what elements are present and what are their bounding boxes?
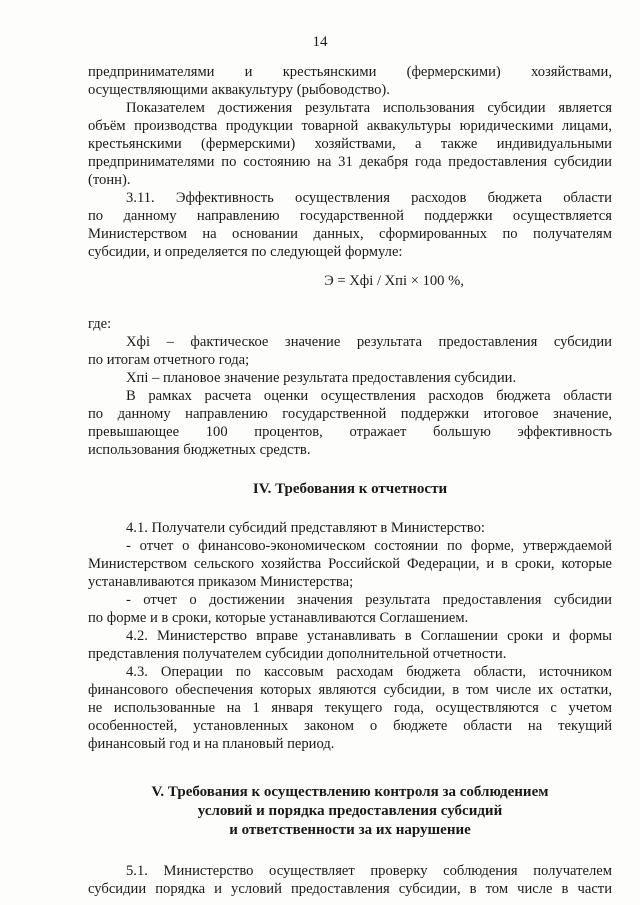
text-line: финансовый год и на плановый период. — [88, 736, 335, 752]
text-line: объём производства продукции товарной аквакультуры юридическими лицами, — [88, 118, 612, 134]
section-heading-v — [88, 783, 612, 840]
text-line: 5.1. Министерство осуществляет проверку соблюдения получателем — [126, 863, 612, 879]
section-heading-iv: IV. Требования к отчетности — [252, 481, 448, 497]
document-body — [88, 63, 612, 898]
text-line: Xфi – фактическое значение результата предоставления субсидии — [126, 334, 612, 350]
text-line: особенностей, установленных законом о бюджете области на текущий — [88, 718, 612, 734]
text-line: использования бюджетных средств. — [88, 442, 311, 458]
text-line: субсидии порядка и условий предоставления субсидии, в том числе в части — [88, 881, 612, 897]
text-line: 4.1. Получатели субсидий представляют в Министерство: — [126, 520, 485, 536]
text-line: субсидии, и определяется по следующей формуле: — [88, 244, 403, 260]
section-heading-v-line: V. Требования к осуществлению контроля за соблюдением — [151, 784, 549, 800]
text-line: устанавливаются приказом Министерства; — [88, 574, 354, 590]
text-line: по данному направлению государственной поддержки осуществляется — [88, 208, 612, 224]
text-line: превышающее 100 процентов, отражает большую эффективность — [88, 424, 612, 440]
text-line: 4.3. Операции по кассовым расходам бюджета области, источником — [126, 664, 612, 680]
text-line: представления получателем субсидии дополнительной отчетности. — [88, 646, 507, 662]
text-line: Показателем достижения результата использования субсидии является — [126, 100, 612, 116]
text-line: где: — [88, 316, 112, 332]
text-line: 3.11. Эффективность осуществления расходов бюджета области — [126, 190, 612, 206]
text-line: по форме и в сроки, которые устанавливаются Соглашением. — [88, 610, 469, 626]
text-line: - отчет о достижении значения результата предоставления субсидии — [126, 592, 612, 608]
text-line: осуществляющими аквакультуру (рыбоводство). — [88, 82, 390, 98]
section-heading-v-line: условий и порядка предоставления субсидий — [197, 803, 503, 819]
efficiency-formula: Э = Xфi / Xпi × 100 %, — [324, 273, 464, 289]
text-line: (тонн). — [88, 172, 131, 188]
text-line: Министерством сельского хозяйства Российской Федерации, и в сроки, которые — [88, 556, 612, 572]
text-line: по данному направлению государственной поддержки итоговое значение, — [88, 406, 612, 422]
text-line: Xпi – плановое значение результата предоставления субсидии. — [126, 370, 517, 386]
text-line: предпринимателями по состоянию на 31 декабря года предоставления субсидии — [88, 154, 612, 170]
text-line: В рамках расчета оценки осуществления расходов бюджета области — [126, 388, 612, 404]
text-line: финансового обеспечения которых являются субсидии, в том числе их остатки, — [88, 682, 612, 698]
page-number: 14 — [312, 34, 328, 50]
text-line: - отчет о финансово-экономическом состоянии по форме, утверждаемой — [126, 538, 612, 554]
text-line: по итогам отчетного года; — [88, 352, 250, 368]
text-line: крестьянскими (фермерскими) хозяйствами, а также индивидуальными — [88, 136, 612, 152]
text-line: не использованные на 1 января текущего года, осуществляются с учетом — [88, 700, 612, 716]
section-heading-v-line: и ответственности за их нарушение — [229, 822, 471, 838]
text-line: предпринимателями и крестьянскими (фермерскими) хозяйствами, — [88, 64, 612, 80]
text-line: 4.2. Министерство вправе устанавливать в Соглашении сроки и формы — [126, 628, 612, 644]
text-line: Министерством на основании данных, сформированных по получателям — [88, 226, 612, 242]
